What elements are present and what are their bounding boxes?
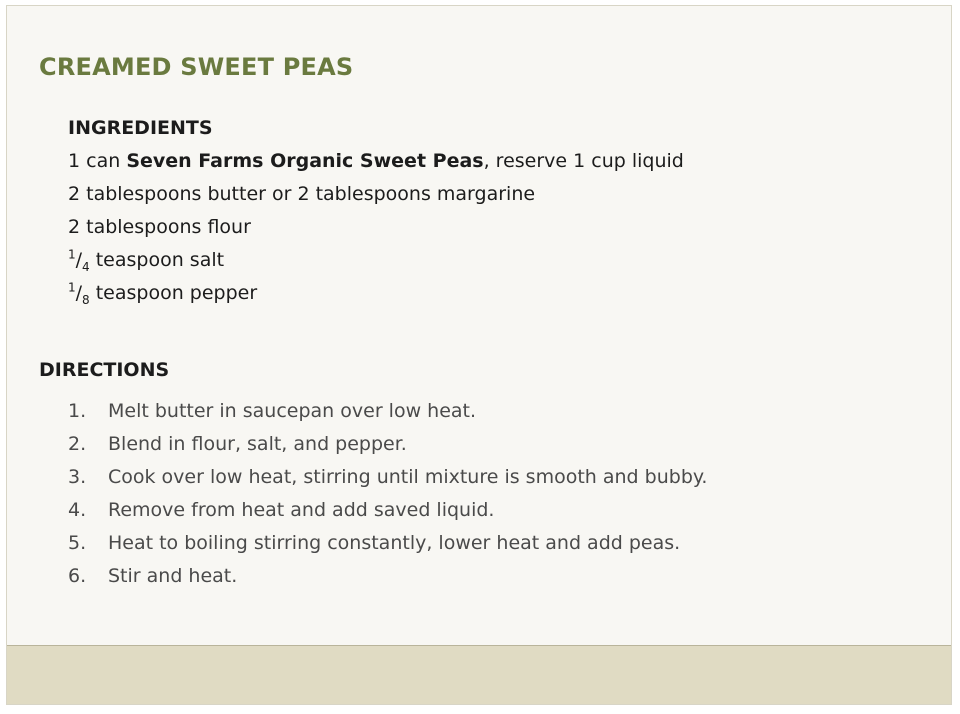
ingredients-section bbox=[68, 112, 684, 310]
fraction-denominator: 8 bbox=[82, 292, 90, 307]
step-text: Blend in flour, salt, and pepper. bbox=[108, 433, 407, 455]
step-text: Heat to boiling stirring constantly, lower heat and add peas. bbox=[108, 532, 681, 554]
ingredient-item: 2 tablespoons butter or 2 tablespoons margarine bbox=[68, 183, 536, 205]
directions-list bbox=[39, 395, 707, 593]
direction-step bbox=[39, 395, 707, 428]
ingredient-note: , reserve 1 cup liquid bbox=[483, 150, 684, 172]
fraction: $^1/_4$ bbox=[68, 247, 90, 274]
recipe-title: CREAMED SWEET PEAS bbox=[39, 53, 354, 81]
step-number: 2. bbox=[68, 433, 87, 455]
ingredients-list bbox=[68, 145, 684, 310]
recipe-card bbox=[6, 5, 952, 705]
ingredient-item bbox=[68, 277, 684, 310]
step-number: 4. bbox=[68, 499, 87, 521]
ingredient-item: 2 tablespoons flour bbox=[68, 216, 251, 238]
step-text: Melt butter in saucepan over low heat. bbox=[108, 400, 477, 422]
directions-heading: DIRECTIONS bbox=[39, 359, 170, 381]
direction-step bbox=[39, 560, 707, 593]
step-text: Cook over low heat, stirring until mixture is smooth and bubby. bbox=[108, 466, 708, 488]
step-number: 1. bbox=[68, 400, 87, 422]
ingredients-heading: INGREDIENTS bbox=[68, 117, 213, 139]
footer-bar bbox=[7, 645, 951, 704]
ingredient-item bbox=[68, 145, 684, 178]
ingredient-product-name: Seven Farms Organic Sweet Peas bbox=[126, 150, 484, 172]
fraction-denominator: 4 bbox=[82, 259, 90, 274]
step-number: 3. bbox=[68, 466, 87, 488]
fraction: $^1/_8$ bbox=[68, 280, 90, 307]
direction-step bbox=[39, 527, 707, 560]
direction-step bbox=[39, 428, 707, 461]
direction-step bbox=[39, 494, 707, 527]
directions-section bbox=[39, 354, 707, 593]
step-text: Remove from heat and add saved liquid. bbox=[108, 499, 495, 521]
step-number: 6. bbox=[68, 565, 87, 587]
direction-step bbox=[39, 461, 707, 494]
ingredient-item bbox=[68, 244, 684, 277]
ingredient-quantity: 1 can bbox=[68, 150, 127, 172]
ingredient-text: teaspoon pepper bbox=[89, 282, 258, 304]
step-text: Stir and heat. bbox=[108, 565, 238, 587]
fraction-numerator: 1 bbox=[68, 280, 76, 295]
fraction-numerator: 1 bbox=[68, 247, 76, 262]
step-number: 5. bbox=[68, 532, 87, 554]
ingredient-text: teaspoon salt bbox=[89, 249, 225, 271]
